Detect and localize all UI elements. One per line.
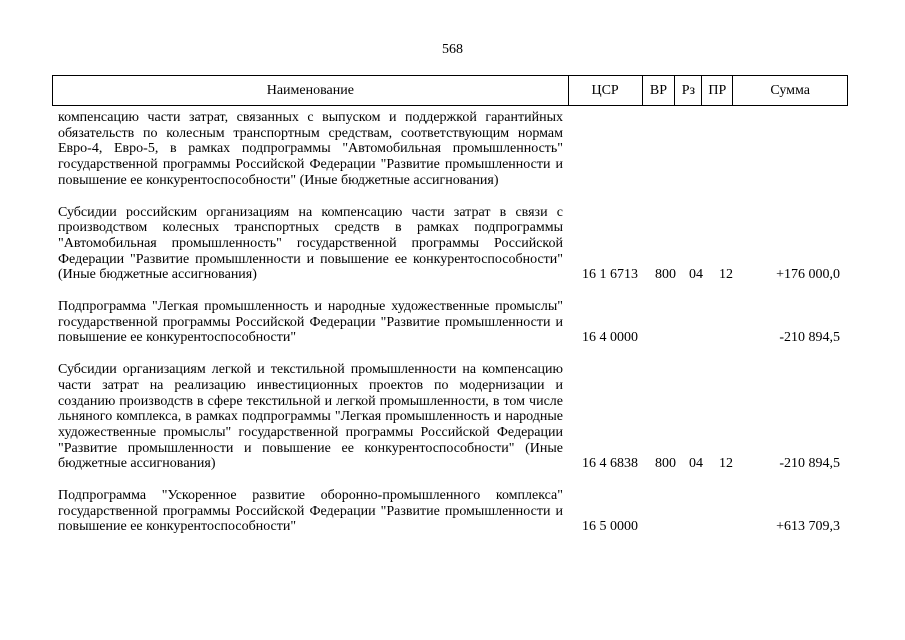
- row-name: Подпрограмма "Легкая промышленность и народные художественные промыслы" государственной программы Российской Федерации "Развитие промышленности и повышение ее конкурентоспособности": [58, 299, 563, 346]
- header-csr: ЦСР: [569, 76, 643, 105]
- row-name: Подпрограмма "Ускоренное развитие оборонно-промышленного комплекса" государственной программы Российской Федерации "Развитие промышленности и повышение ее конкурентоспособности": [58, 488, 563, 535]
- row-sum: +176 000,0: [776, 267, 840, 283]
- row-vr: 800: [655, 267, 676, 283]
- row-csr: 16 4 6838: [582, 456, 638, 472]
- header-name: Наименование: [53, 76, 569, 105]
- table-row: [58, 362, 848, 472]
- row-rz: 04: [689, 456, 703, 472]
- row-rz: 04: [689, 267, 703, 283]
- header-vr: ВР: [643, 76, 676, 105]
- row-pr: 12: [719, 267, 733, 283]
- row-csr: 16 4 0000: [582, 330, 638, 346]
- table-row: [58, 110, 848, 189]
- header-pr: ПР: [702, 76, 733, 105]
- row-csr: 16 1 6713: [582, 267, 638, 283]
- table-header: [52, 75, 848, 106]
- row-csr: 16 5 0000: [582, 519, 638, 535]
- row-sum: +613 709,3: [776, 519, 840, 535]
- table-row: [58, 299, 848, 346]
- row-vr: 800: [655, 456, 676, 472]
- row-name: Субсидии организациям легкой и текстильной промышленности на компенсацию части затрат на реализацию инвестиционных проектов по модернизации и созданию производств в сфере текстильной и легкой промышленности, в том числе льняного комплекса, в рамках подпрограммы "Легкая промышленность и народные художественные промыслы" государственной программы Российской Федерации "Развитие промышленности и повышение ее конкурентоспособности" (Иные бюджетные ассигнования): [58, 362, 563, 472]
- row-pr: 12: [719, 456, 733, 472]
- header-sum: Сумма: [770, 82, 810, 98]
- table-body: [58, 110, 848, 551]
- row-sum: -210 894,5: [779, 456, 840, 472]
- table-row: [58, 205, 848, 284]
- row-name: компенсацию части затрат, связанных с выпуском и поддержкой гарантийных обязательств по колесным транспортным средствам, соответствующим нормам Евро-4, Евро-5, в рамках подпрограммы "Автомобильная промышленность" государственной программы Российской Федерации "Развитие промышленности и повышение ее конкурентоспособности" (Иные бюджетные ассигнования): [58, 110, 563, 188]
- page-number: 568: [442, 42, 463, 57]
- row-sum: -210 894,5: [779, 330, 840, 346]
- row-name: Субсидии российским организациям на компенсацию части затрат в связи с производством колесных транспортных средств в рамках подпрограммы "Автомобильная промышленность" государственной программы Российской Федерации "Развитие промышленности и повышение ее конкурентоспособности" (Иные бюджетные ассигнования): [58, 204, 563, 283]
- header-rz: Рз: [675, 76, 702, 105]
- table-row: [58, 488, 848, 535]
